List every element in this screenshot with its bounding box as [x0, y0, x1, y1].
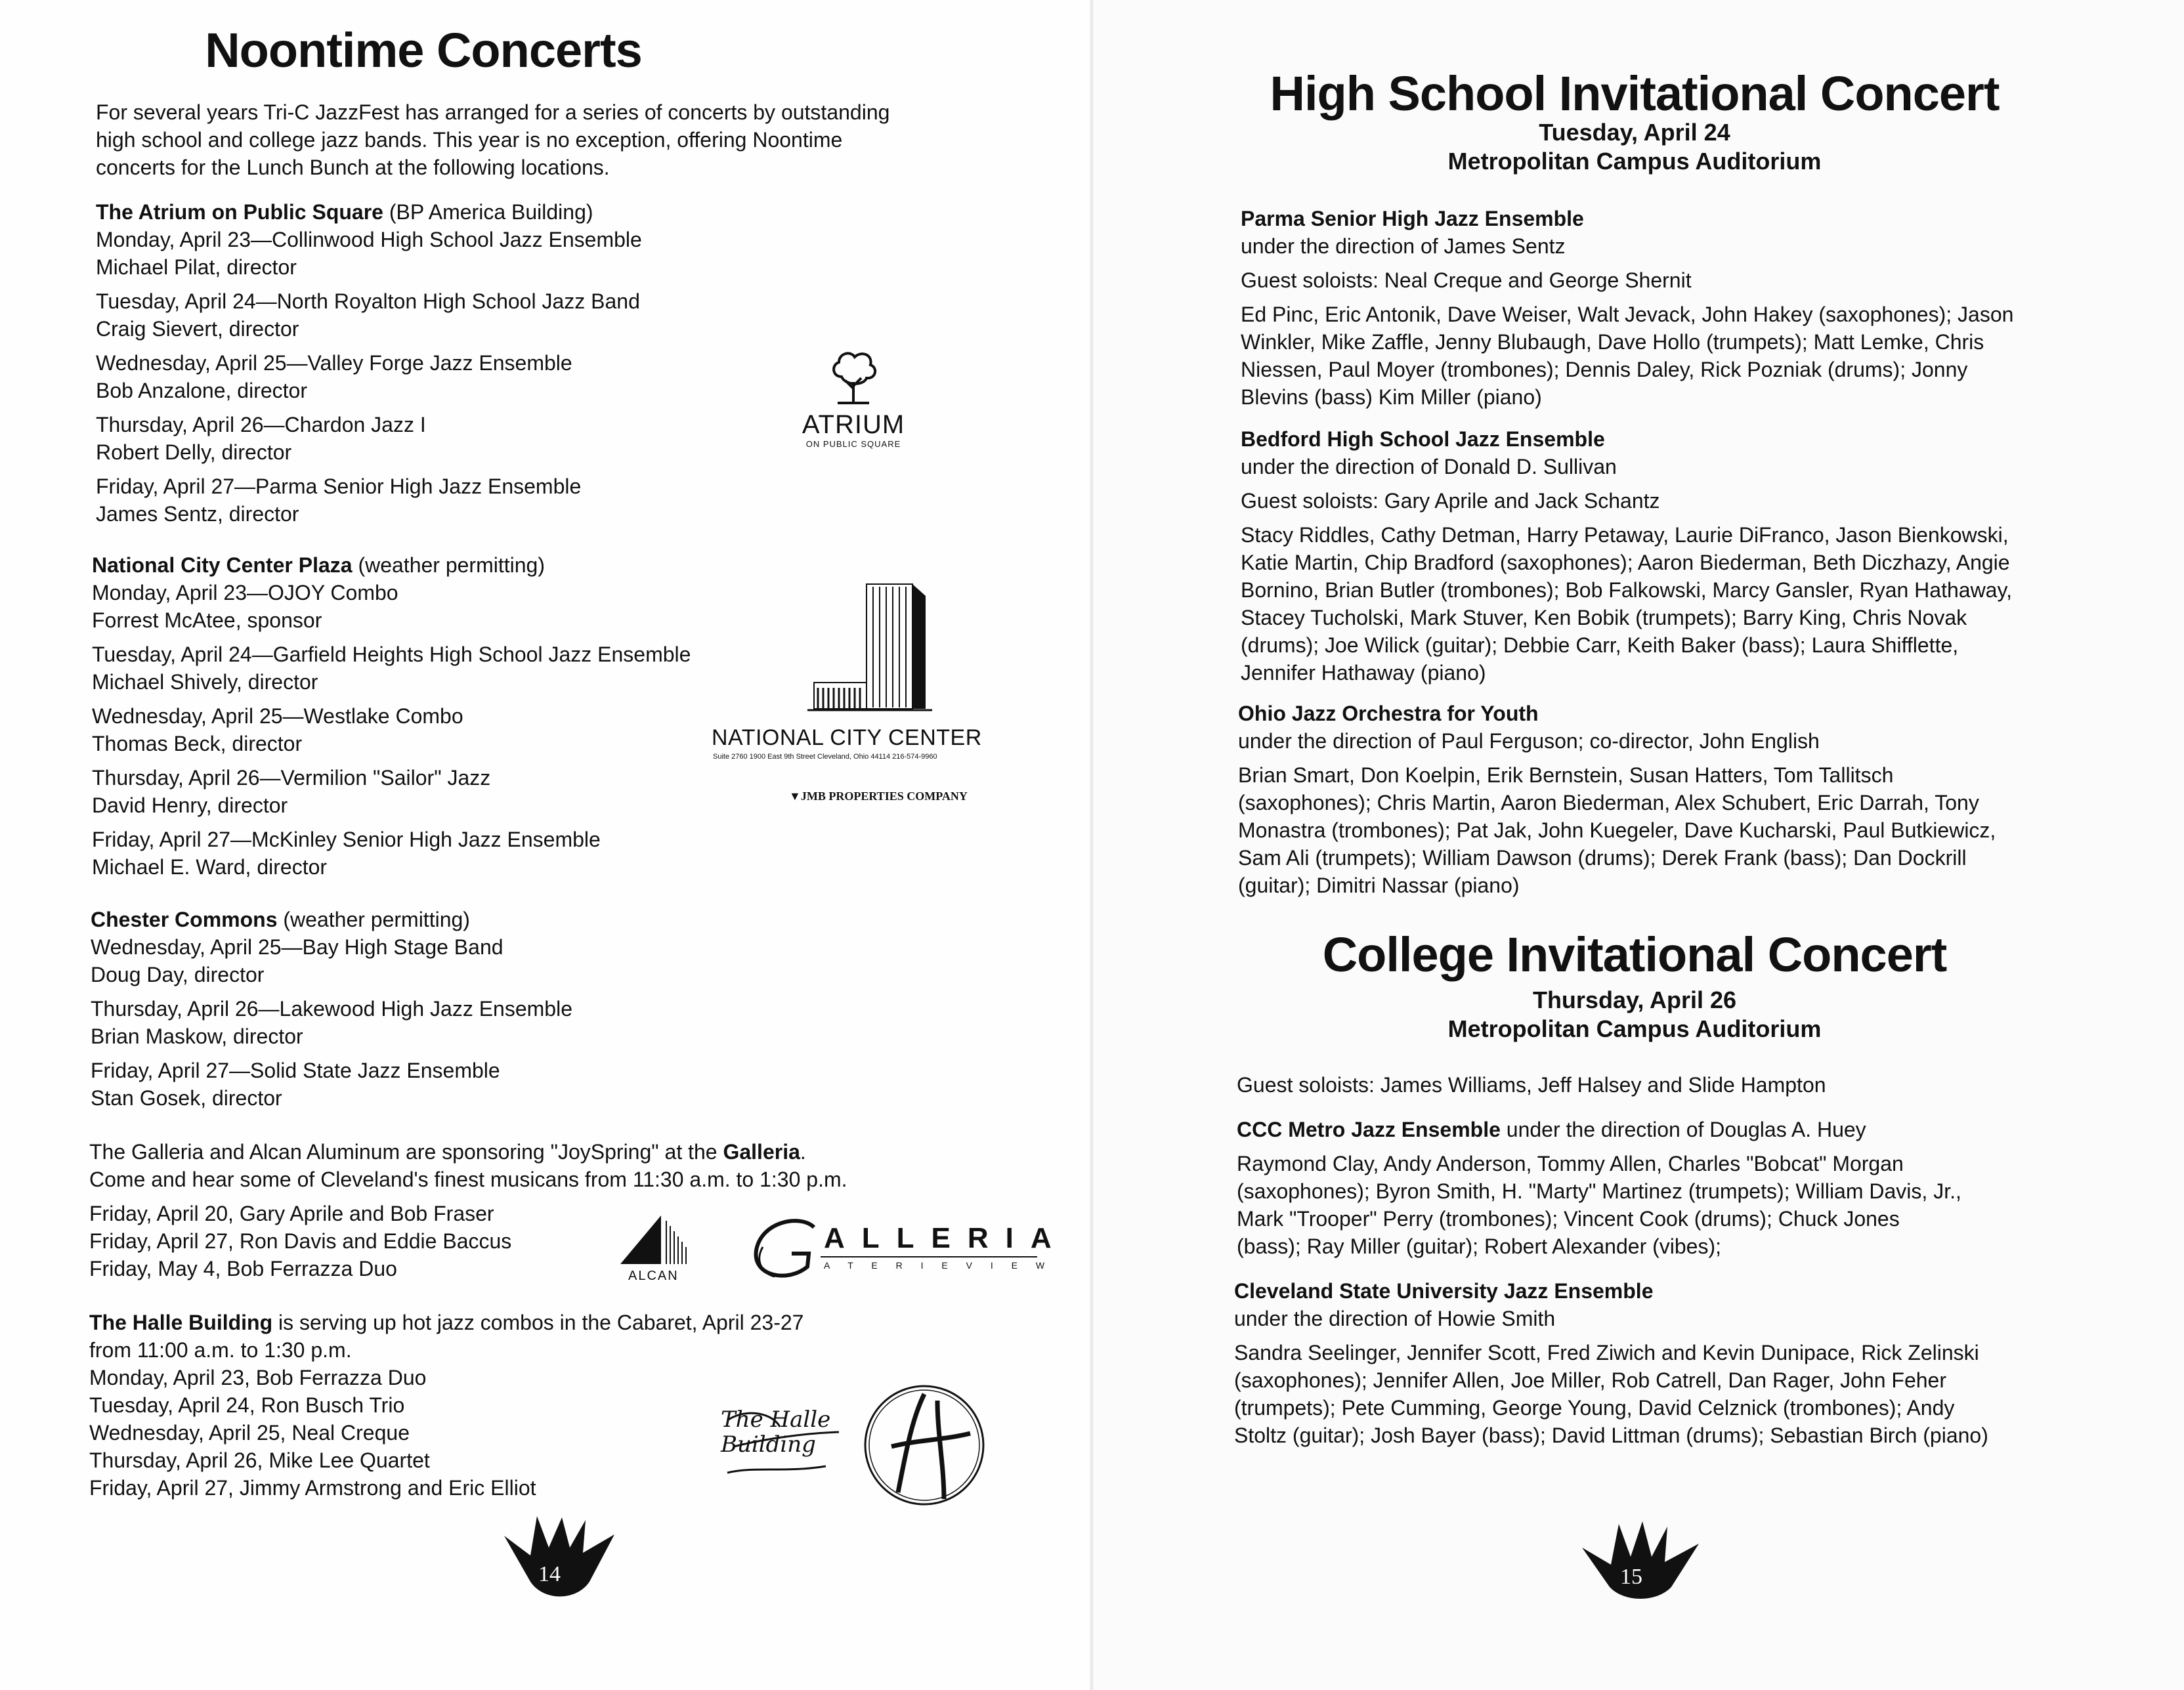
schedule-line: Thursday, April 26—Chardon Jazz I [96, 413, 426, 436]
noontime-title: Noontime Concerts [205, 23, 642, 77]
ensemble-name: Cleveland State University Jazz Ensemble [1234, 1279, 1654, 1303]
schedule-line: Friday, April 27—Solid State Jazz Ensemble [91, 1059, 500, 1082]
noontime-intro [96, 98, 889, 181]
galleria-venue: Galleria [723, 1140, 800, 1164]
high-school-place: Metropolitan Campus Auditorium [1447, 148, 1822, 175]
ensemble-name: Ohio Jazz Orchestra for Youth [1238, 702, 1539, 725]
galleria-g-icon [748, 1214, 827, 1286]
galleria-punct: . [800, 1140, 806, 1164]
atrium-venue: The Atrium on Public Square [96, 200, 383, 224]
members-line: Blevins (bass) Kim Miller (piano) [1241, 385, 1542, 409]
high-school-title: High School Invitational Concert [1270, 66, 2000, 121]
schedule-line: Friday, April 27—Parma Senior High Jazz Ensemble [96, 475, 582, 498]
atrium-logo-name: ATRIUM [802, 410, 905, 439]
schedule-line: Friday, April 20, Gary Aprile and Bob Fraser [89, 1202, 494, 1225]
ensemble-director: under the direction of James Sentz [1241, 234, 1566, 258]
schedule-line: Monday, April 23, Bob Ferrazza Duo [89, 1366, 427, 1389]
ncc-venue: National City Center Plaza [92, 553, 353, 577]
halle-logo-script: The Halle Building [721, 1406, 831, 1458]
schedule-line: Friday, April 27—McKinley Senior High Jazz Ensemble [92, 828, 601, 851]
members-line: Monastra (trombones); Pat Jak, John Kuegeler, Dave Kucharski, Paul Butkiewicz, [1238, 818, 1996, 842]
schedule-line: Tuesday, April 24—Garfield Heights High School Jazz Ensemble [92, 643, 691, 666]
ncc-venue-note: (weather permitting) [352, 553, 545, 577]
ccc-section [1237, 1116, 1961, 1260]
members-line: Jennifer Hathaway (piano) [1241, 661, 1486, 685]
galleria-logo-word: ALLERIA [824, 1222, 1069, 1254]
parma-section [1241, 205, 2013, 411]
schedule-line: Wednesday, April 25—Westlake Combo [92, 704, 463, 728]
director-line: Forrest McAtee, sponsor [92, 608, 322, 632]
schedule-line: Wednesday, April 25—Bay High Stage Band [91, 935, 503, 959]
page-15-crown-icon [1582, 1521, 1700, 1603]
director-line: Bob Anzalone, director [96, 379, 307, 402]
director-line: Michael E. Ward, director [92, 855, 328, 879]
director-line: Michael Shively, director [92, 670, 318, 694]
members-line: Winkler, Mike Zaffle, Jenny Blubaugh, Dave Hollo (trumpets); Matt Lemke, Chris [1241, 330, 1984, 354]
atrium-section [96, 198, 642, 528]
director-line: Thomas Beck, director [92, 732, 303, 755]
members-line: Ed Pinc, Eric Antonik, Dave Weiser, Walt Jevack, John Hakey (saxophones); Jason [1241, 303, 2014, 326]
galleria-logo-rule [821, 1256, 1037, 1257]
members-line: Stoltz (guitar); Josh Bayer (bass); David Littman (drums); Sebastian Birch (piano) [1234, 1424, 1988, 1447]
director-line: Brian Maskow, director [91, 1025, 303, 1048]
college-place: Metropolitan Campus Auditorium [1447, 1015, 1822, 1042]
director-line: Doug Day, director [91, 963, 265, 986]
chester-venue-note: (weather permitting) [277, 908, 470, 931]
college-title: College Invitational Concert [1322, 927, 1947, 982]
galleria-logo-sub: A T E R I E V I E W [824, 1260, 1053, 1271]
ensemble-director: under the direction of Douglas A. Huey [1500, 1118, 1866, 1141]
halle-venue: The Halle Building [89, 1311, 273, 1334]
galleria-section [89, 1138, 847, 1282]
members-line: Niessen, Paul Moyer (trombones); Dennis Daley, Rick Pozniak (drums); Jonny [1241, 358, 1968, 381]
halle-venue-note: is serving up hot jazz combos in the Cabaret, April 23-27 [272, 1311, 804, 1334]
galleria-text: The Galleria and Alcan Aluminum are sponsoring "JoySpring" at the [89, 1140, 723, 1164]
members-line: (saxophones); Jennifer Allen, Joe Miller, Rob Catrell, Dan Rager, John Feher [1234, 1368, 1946, 1392]
atrium-venue-note: (BP America Building) [383, 200, 593, 224]
ensemble-director: under the direction of Howie Smith [1234, 1307, 1556, 1330]
director-line: Robert Delly, director [96, 440, 292, 464]
members-line: (saxophones); Byron Smith, H. "Marty" Martinez (trumpets); William Davis, Jr., [1237, 1179, 1961, 1203]
members-line: Stacey Tucholski, Mark Stuver, Ken Bobik (trumpets); Barry King, Chris Novak [1241, 606, 1967, 629]
schedule-line: Friday, April 27, Jimmy Armstrong and Eric Elliot [89, 1476, 536, 1500]
ncc-section [92, 551, 691, 881]
members-line: (saxophones); Chris Martin, Aaron Biederman, Alex Schubert, Eric Darrah, Tony [1238, 791, 1979, 814]
national-city-center-logo [709, 578, 1077, 840]
halle-building-logo [708, 1381, 996, 1512]
schedule-line: from 11:00 a.m. to 1:30 p.m. [89, 1338, 352, 1362]
csu-section [1234, 1277, 1988, 1449]
intro-line: For several years Tri-C JazzFest has arranged for a series of concerts by outstanding [96, 100, 890, 124]
jmb-logo [709, 790, 1077, 803]
schedule-line: Friday, May 4, Bob Ferrazza Duo [89, 1257, 397, 1280]
page-gutter [1090, 0, 1094, 1690]
ncc-logo-name: NATIONAL CITY CENTER [712, 725, 982, 750]
jmb-logo-text: JMB PROPERTIES COMPANY [800, 790, 968, 803]
atrium-logo [775, 348, 932, 453]
page-14-crown-icon [504, 1516, 616, 1605]
guest-soloists: Guest soloists: Gary Aprile and Jack Schantz [1241, 489, 1660, 513]
alcan-triangle-icon [614, 1213, 719, 1265]
high-school-date: Tuesday, April 24 [1539, 119, 1730, 146]
schedule-line: Wednesday, April 25, Neal Creque [89, 1421, 410, 1445]
alcan-logo [614, 1213, 719, 1285]
college-soloists: Guest soloists: James Williams, Jeff Halsey and Slide Hampton [1237, 1073, 1826, 1097]
college-date: Thursday, April 26 [1532, 986, 1737, 1013]
members-line: Sandra Seelinger, Jennifer Scott, Fred Ziwich and Kevin Dunipace, Rick Zelinski [1234, 1341, 1979, 1364]
schedule-line: Tuesday, April 24, Ron Busch Trio [89, 1393, 405, 1417]
chester-venue: Chester Commons [91, 908, 278, 931]
schedule-line: Thursday, April 26—Vermilion "Sailor" Jazz [92, 766, 491, 790]
galleria-hours: Come and hear some of Cleveland's finest musicans from 11:30 a.m. to 1:30 p.m. [89, 1168, 847, 1191]
schedule-line: Wednesday, April 25—Valley Forge Jazz Ensemble [96, 351, 572, 375]
ncc-logo-address: Suite 2760 1900 East 9th Street Cleveland, Ohio 44114 216-574-9960 [713, 753, 937, 761]
skyscraper-icon [709, 578, 1077, 715]
director-line: Craig Sievert, director [96, 317, 299, 341]
schedule-line: Thursday, April 26—Lakewood High Jazz Ensemble [91, 997, 572, 1021]
members-line: Bornino, Brian Butler (trombones); Bob Falkowski, Marcy Gansler, Ryan Hathaway, [1241, 578, 2012, 602]
ensemble-name: CCC Metro Jazz Ensemble [1237, 1118, 1501, 1141]
director-line: James Sentz, director [96, 502, 299, 526]
ensemble-director: under the direction of Donald D. Sullivan [1241, 455, 1617, 478]
intro-line: concerts for the Lunch Bunch at the following locations. [96, 156, 610, 179]
members-line: (guitar); Dimitri Nassar (piano) [1238, 874, 1520, 897]
schedule-line: Tuesday, April 24—North Royalton High School Jazz Band [96, 289, 640, 313]
members-line: (drums); Joe Wilick (guitar); Debbie Carr, Keith Baker (bass); Laura Shifflette, [1241, 633, 1959, 657]
schedule-line: Monday, April 23—Collinwood High School Jazz Ensemble [96, 228, 642, 251]
members-line: Stacy Riddles, Cathy Detman, Harry Petaway, Laurie DiFranco, Jason Bienkowski, [1241, 523, 2009, 547]
members-line: Sam Ali (trumpets); William Dawson (drums); Derek Frank (bass); Dan Dockrill [1238, 846, 1967, 870]
director-line: Michael Pilat, director [96, 255, 297, 279]
schedule-line: Friday, April 27, Ron Davis and Eddie Baccus [89, 1229, 512, 1253]
director-line: Stan Gosek, director [91, 1086, 282, 1110]
page-number-14: 14 [538, 1562, 561, 1586]
ensemble-name: Parma Senior High Jazz Ensemble [1241, 207, 1584, 230]
director-line: David Henry, director [92, 793, 288, 817]
guest-soloists: Guest soloists: Neal Creque and George Shernit [1241, 268, 1692, 292]
bedford-section [1241, 425, 2012, 687]
members-line: Mark "Trooper" Perry (trombones); Vincent Cook (drums); Chuck Jones [1237, 1207, 1900, 1231]
page-number-15: 15 [1620, 1565, 1642, 1589]
ohio-section [1238, 700, 1996, 899]
schedule-line: Monday, April 23—OJOY Combo [92, 581, 398, 604]
members-line: Katie Martin, Chip Bradford (saxophones); Aaron Biederman, Beth Diczhazy, Angie [1241, 551, 2010, 574]
chester-section [91, 906, 572, 1112]
members-line: (trumpets); Pete Cumming, George Young, David Celznick (trombones); Andy [1234, 1396, 1955, 1420]
halle-section [89, 1309, 803, 1502]
members-line: Brian Smart, Don Koelpin, Erik Bernstein, Susan Hatters, Tom Tallitsch [1238, 763, 1894, 787]
ensemble-director: under the direction of Paul Ferguson; co-director, John English [1238, 729, 1820, 753]
members-line: Raymond Clay, Andy Anderson, Tommy Allen, Charles "Bobcat" Morgan [1237, 1152, 1904, 1175]
galleria-logo [748, 1214, 1069, 1286]
ensemble-name: Bedford High School Jazz Ensemble [1241, 427, 1605, 451]
alcan-logo-text: ALCAN [628, 1269, 679, 1283]
schedule-line: Thursday, April 26, Mike Lee Quartet [89, 1448, 430, 1472]
tree-icon [775, 348, 932, 407]
intro-line: high school and college jazz bands. This year is no exception, offering Noontime [96, 128, 843, 152]
jmb-mark-icon: ▼ [789, 790, 801, 803]
atrium-logo-sub: ON PUBLIC SQUARE [805, 439, 901, 449]
members-line: (bass); Ray Miller (guitar); Robert Alexander (vibes); [1237, 1235, 1722, 1258]
